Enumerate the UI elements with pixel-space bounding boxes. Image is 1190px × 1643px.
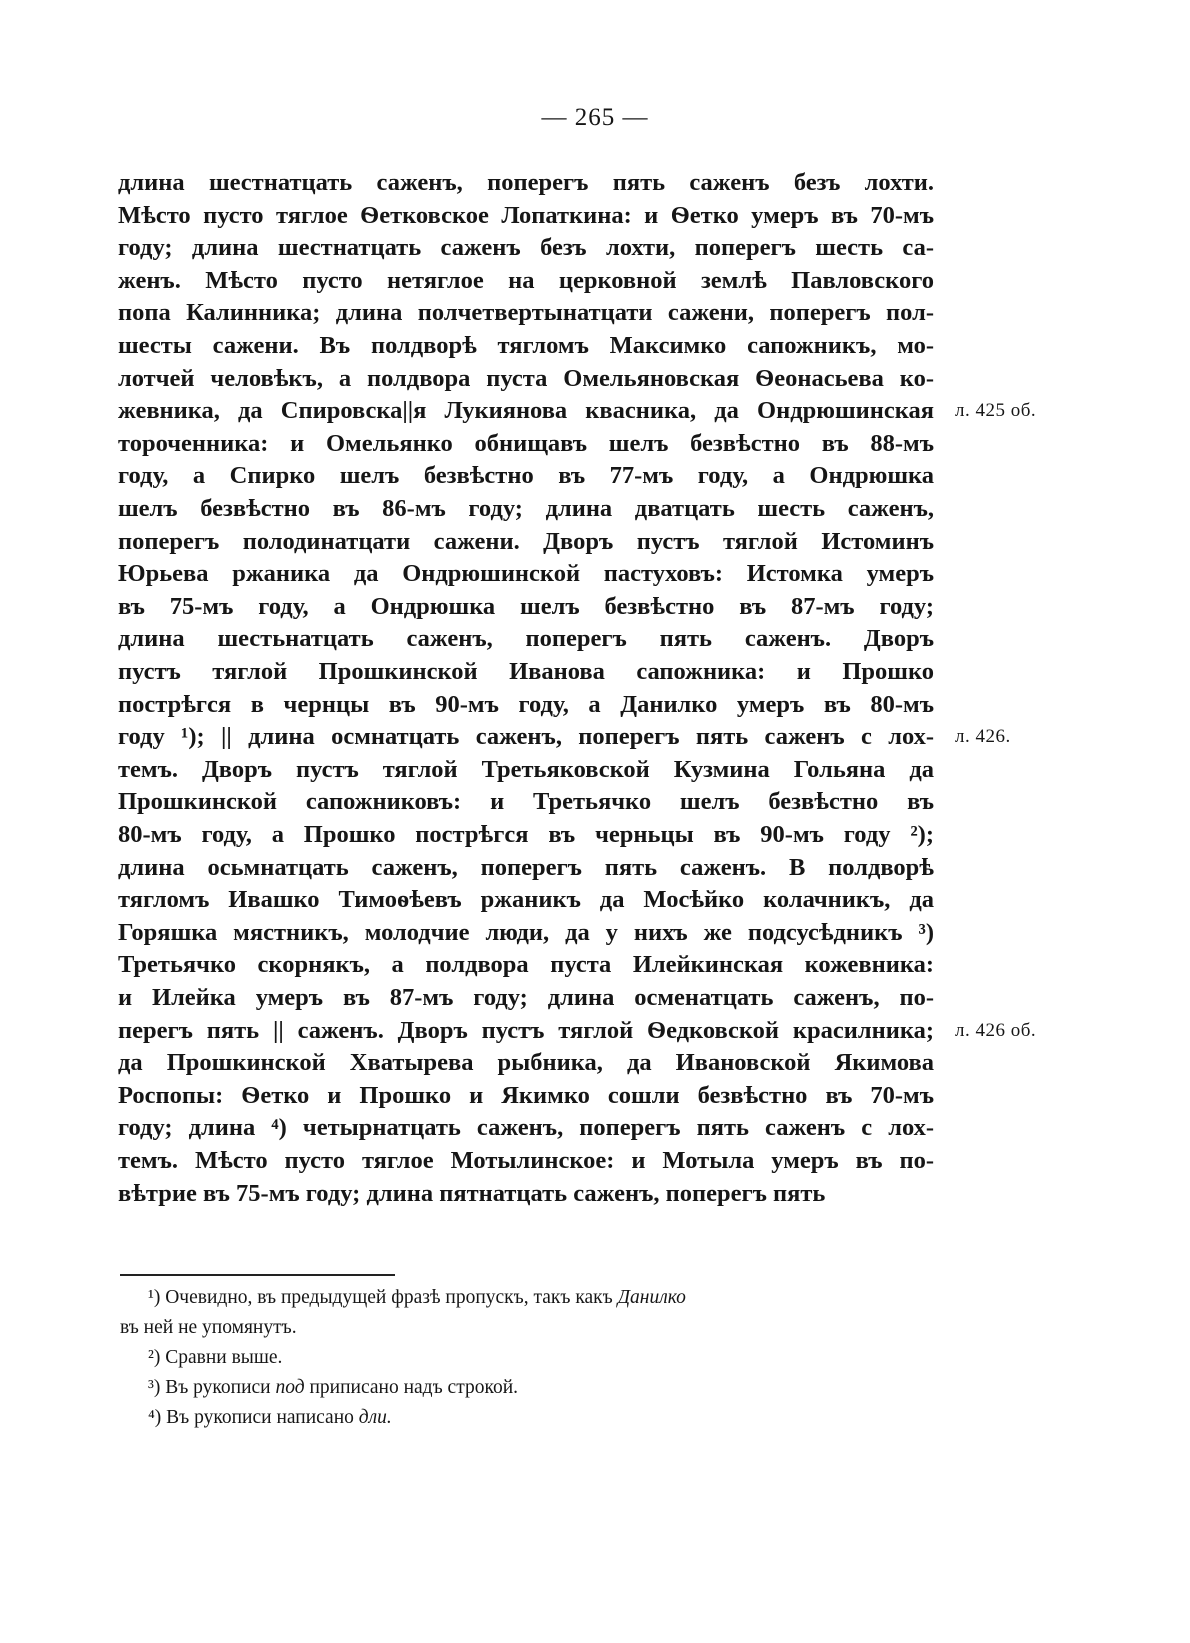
text-line: Мѣсто пусто тяглое Ѳетковское Лопаткина: и Ѳетко умеръ въ 70-мъ: [118, 201, 934, 229]
page-number: — 265 —: [541, 104, 649, 131]
text-line: и Илейка умеръ въ 87-мъ году; длина осменатцать саженъ, по-: [118, 984, 934, 1011]
footnote-divider: [120, 1274, 395, 1276]
text-line: темъ. Мѣсто пусто тяглое Мотылинское: и Мотыла умеръ въ по-: [118, 1147, 934, 1174]
text-line: длина осьмнатцать саженъ, поперегъ пять саженъ. В полдворѣ: [118, 853, 934, 881]
text-line: женъ. Мѣсто пусто нетяглое на церковной землѣ Павловского: [118, 266, 934, 294]
text-line: тягломъ Ивашко Тимоѳѣевъ ржаникъ да Мосѣйко колачникъ, да: [118, 886, 934, 914]
footnote-1-italic: Данилко: [617, 1287, 686, 1308]
margin-folio-note: л. 425 об.: [955, 400, 1037, 422]
footnote-1-text: ¹) Очевидно, въ предыдущей фразѣ пропускъ, такъ какъ: [148, 1287, 613, 1308]
footnote-1: [148, 1283, 686, 1313]
text-line: длина шестьнатцать саженъ, поперегъ пять саженъ. Дворъ: [118, 625, 934, 653]
footnote-3: [148, 1373, 518, 1403]
text-line: Юрьева ржаника да Ондрюшинской пастуховъ: Истомка умеръ: [118, 560, 934, 588]
footnote-2: ²) Сравни выше.: [148, 1347, 283, 1368]
text-line: году, а Спирко шелъ безвѣстно въ 77-мъ году, а Ондрюшка: [118, 462, 934, 490]
footnote-4: [148, 1403, 392, 1433]
text-line: вѣтрие въ 75-мъ году; длина пятнатцать саженъ, поперегъ пять: [118, 1179, 826, 1207]
text-line: 80-мъ году, а Прошко пострѣгся въ черньцы въ 90-мъ году ²);: [118, 821, 934, 848]
footnote-3-italic: под: [275, 1377, 305, 1398]
text-line: длина шестнатцать саженъ, поперегъ пять саженъ безъ лохти.: [118, 169, 934, 196]
text-line: шелъ безвѣстно въ 86-мъ году; длина дватцать шесть саженъ,: [118, 495, 934, 522]
text-line: поперегъ полодинатцати сажени. Дворъ пустъ тяглой Истоминъ: [118, 527, 934, 555]
footnote-4-text: ⁴) Въ рукописи написано: [148, 1407, 354, 1428]
text-line: Горяшка мястникъ, молодчие люди, да у нихъ же подсусѣдникъ ³): [118, 918, 934, 946]
margin-folio-note: л. 426 об.: [955, 1019, 1037, 1041]
text-line: Прошкинской сапожниковъ: и Третьячко шелъ безвѣстно въ: [118, 788, 934, 816]
text-line: году; длина ⁴) четырнатцать саженъ, поперегъ пять саженъ с лох-: [118, 1114, 934, 1142]
text-line: да Прошкинской Хватырева рыбника, да Ивановской Якимова: [118, 1049, 934, 1077]
text-line: жевника, да Спировска||я Лукиянова квасника, да Ондрюшинская: [118, 397, 934, 425]
text-line: попа Калинника; длина полчетвертынатцати сажени, поперегъ пол-: [118, 299, 934, 327]
text-line: лотчей человѣкъ, а полдвора пуста Омельяновская Ѳеонасьева ко-: [118, 364, 934, 392]
text-line: темъ. Дворъ пустъ тяглой Третьяковской Кузмина Гольяна да: [118, 755, 934, 783]
text-line: въ 75-мъ году, а Ондрюшка шелъ безвѣстно въ 87-мъ году;: [118, 592, 934, 620]
text-line: перегъ пять || саженъ. Дворъ пустъ тяглой Ѳедковской красилника;: [118, 1016, 934, 1044]
margin-folio-note: л. 426.: [955, 726, 1011, 748]
text-line: пострѣгся в чернцы въ 90-мъ году, а Данилко умеръ въ 80-мъ: [118, 690, 934, 718]
text-line: тороченника: и Омельянко обнищавъ шелъ безвѣстно въ 88-мъ: [118, 429, 934, 457]
text-line: году; длина шестнатцать саженъ безъ лохти, поперегъ шесть са-: [118, 234, 934, 262]
text-line: пустъ тяглой Прошкинской Иванова сапожника: и Прошко: [118, 658, 934, 685]
text-line: Роспопы: Ѳетко и Прошко и Якимко сошли безвѣстно въ 70-мъ: [118, 1081, 934, 1109]
footnote-1-continuation: въ ней не упомянутъ.: [120, 1317, 297, 1338]
text-line: Третьячко скорнякъ, а полдвора пуста Илейкинская кожевника:: [118, 951, 934, 979]
text-line: году ¹); || длина осмнатцать саженъ, поперегъ пять саженъ с лох-: [118, 723, 934, 751]
footnote-3-text-b: приписано надъ строкой.: [309, 1377, 519, 1398]
footnote-4-italic: дли.: [358, 1407, 392, 1428]
text-line: шесты сажени. Въ полдворѣ тягломъ Максимко сапожникъ, мо-: [118, 332, 934, 359]
footnote-3-text-a: ³) Въ рукописи: [148, 1377, 271, 1398]
